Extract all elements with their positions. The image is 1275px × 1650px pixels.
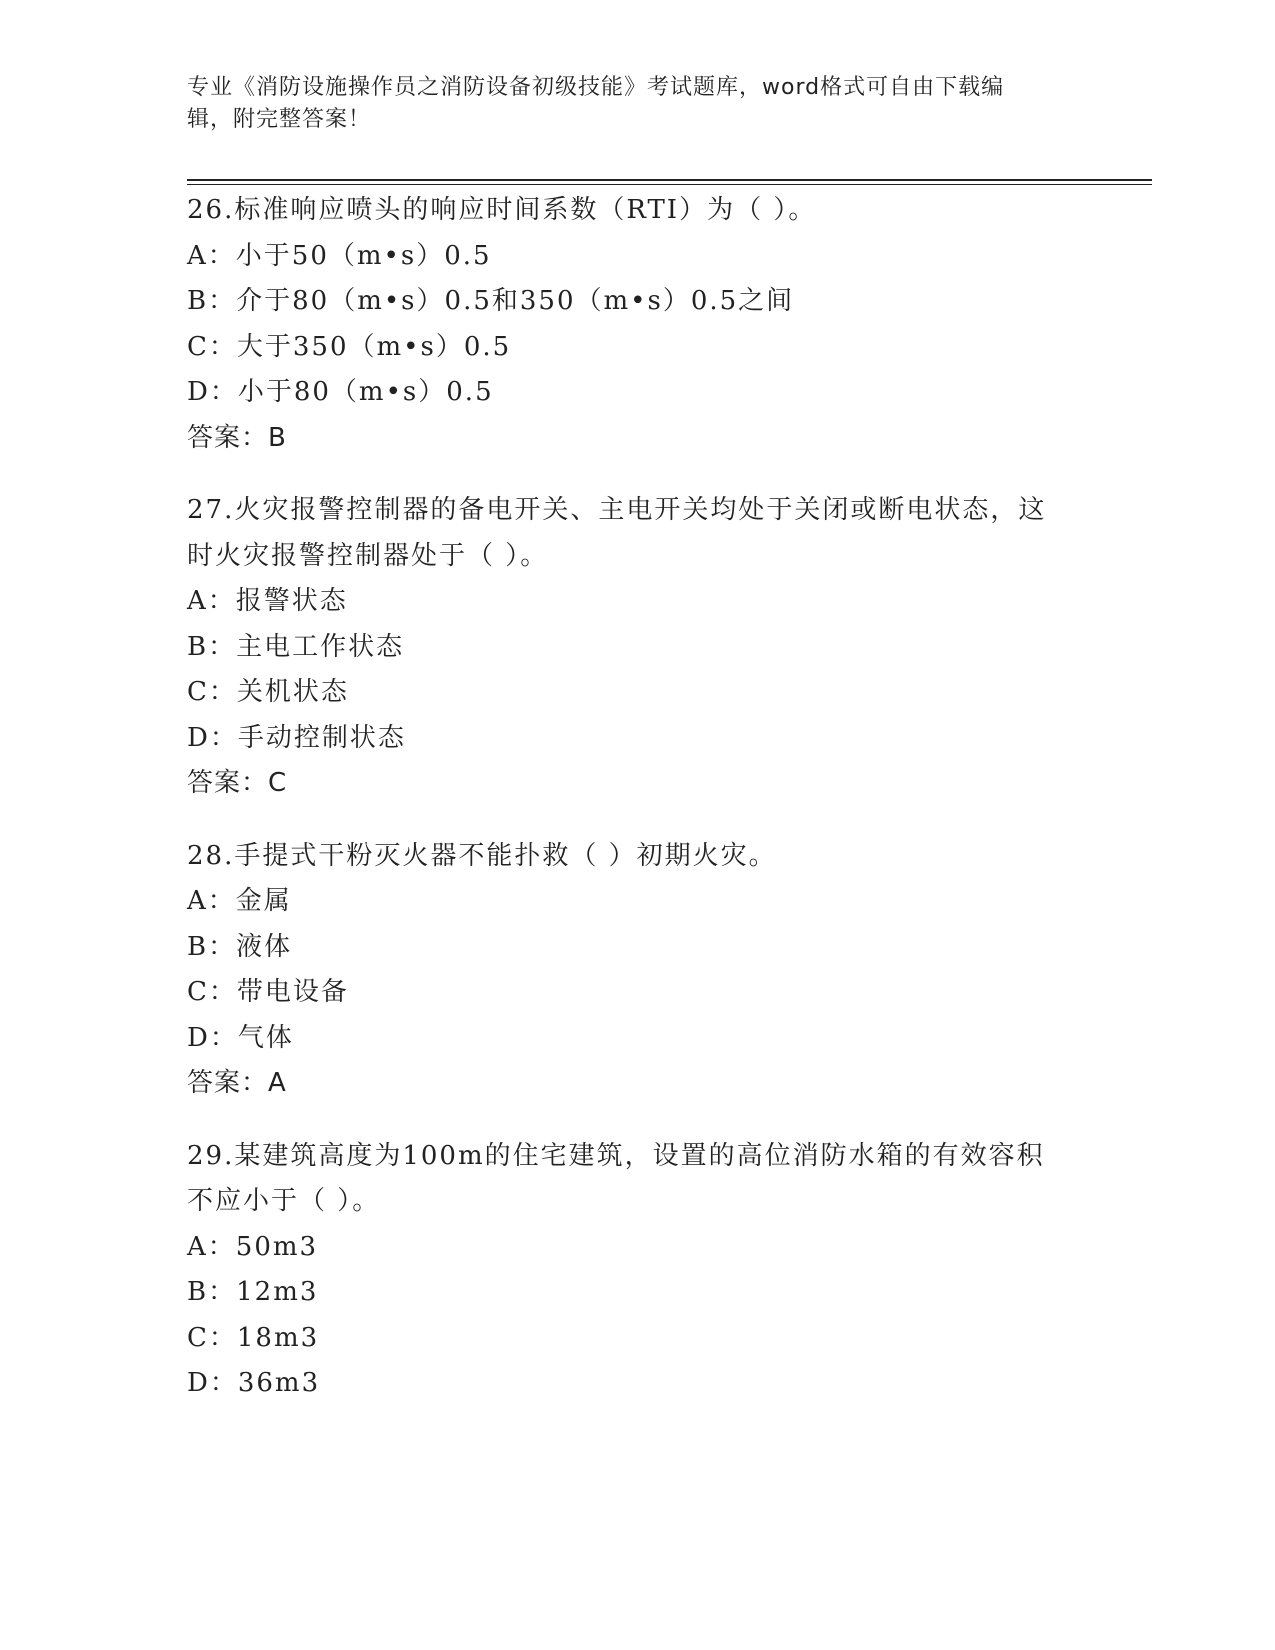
document-header [187,72,1077,136]
question-29 [187,1134,1087,1407]
question-26 [187,188,1087,461]
option-b: B：介于80（m•s）0.5和350（m•s）0.5之间 [187,286,795,316]
question-stem-continued: 不应小于（ ）。 [187,1186,381,1216]
option-d: D：36m3 [187,1368,321,1398]
option-c: C：带电设备 [187,977,349,1007]
answer: 答案：B [187,422,287,453]
option-a: A：金属 [187,886,292,916]
option-d: D：手动控制状态 [187,722,406,753]
option-c: C：大于350（m•s）0.5 [187,331,512,362]
answer: 答案：C [187,768,288,798]
option-c: C：关机状态 [187,677,349,707]
header-divider-thin [187,184,1152,185]
option-a: A：50m3 [187,1231,319,1262]
option-b: B：12m3 [187,1277,319,1307]
question-27 [187,488,1087,807]
option-c: C：18m3 [187,1322,320,1353]
question-list [187,188,1087,1434]
option-a: A：报警状态 [187,586,348,616]
header-divider-thick [187,179,1152,181]
option-b: B：主电工作状态 [187,631,405,662]
question-28 [187,834,1087,1107]
option-b: B：液体 [187,931,293,962]
option-a: A：小于50（m•s）0.5 [187,240,492,271]
question-stem-continued: 时火灾报警控制器处于（ ）。 [187,540,549,571]
question-stem: 26.标准响应喷头的响应时间系数（RTI）为（ ）。 [187,195,817,225]
question-stem: 27.火灾报警控制器的备电开关、主电开关均处于关闭或断电状态，这 [187,495,1047,525]
option-d: D：小于80（m•s）0.5 [187,377,494,407]
question-stem: 28.手提式干粉灭火器不能扑救（ ）初期火灾。 [187,840,777,871]
answer: 答案：A [187,1068,287,1098]
header-line-2: 辑，附完整答案！ [187,107,372,132]
header-line-1: 专业《消防设施操作员之消防设备初级技能》考试题库，word格式可自由下载编 [187,75,1005,100]
option-d: D：气体 [187,1022,294,1053]
question-stem: 29.某建筑高度为100m的住宅建筑，设置的高位消防水箱的有效容积 [187,1140,1045,1171]
